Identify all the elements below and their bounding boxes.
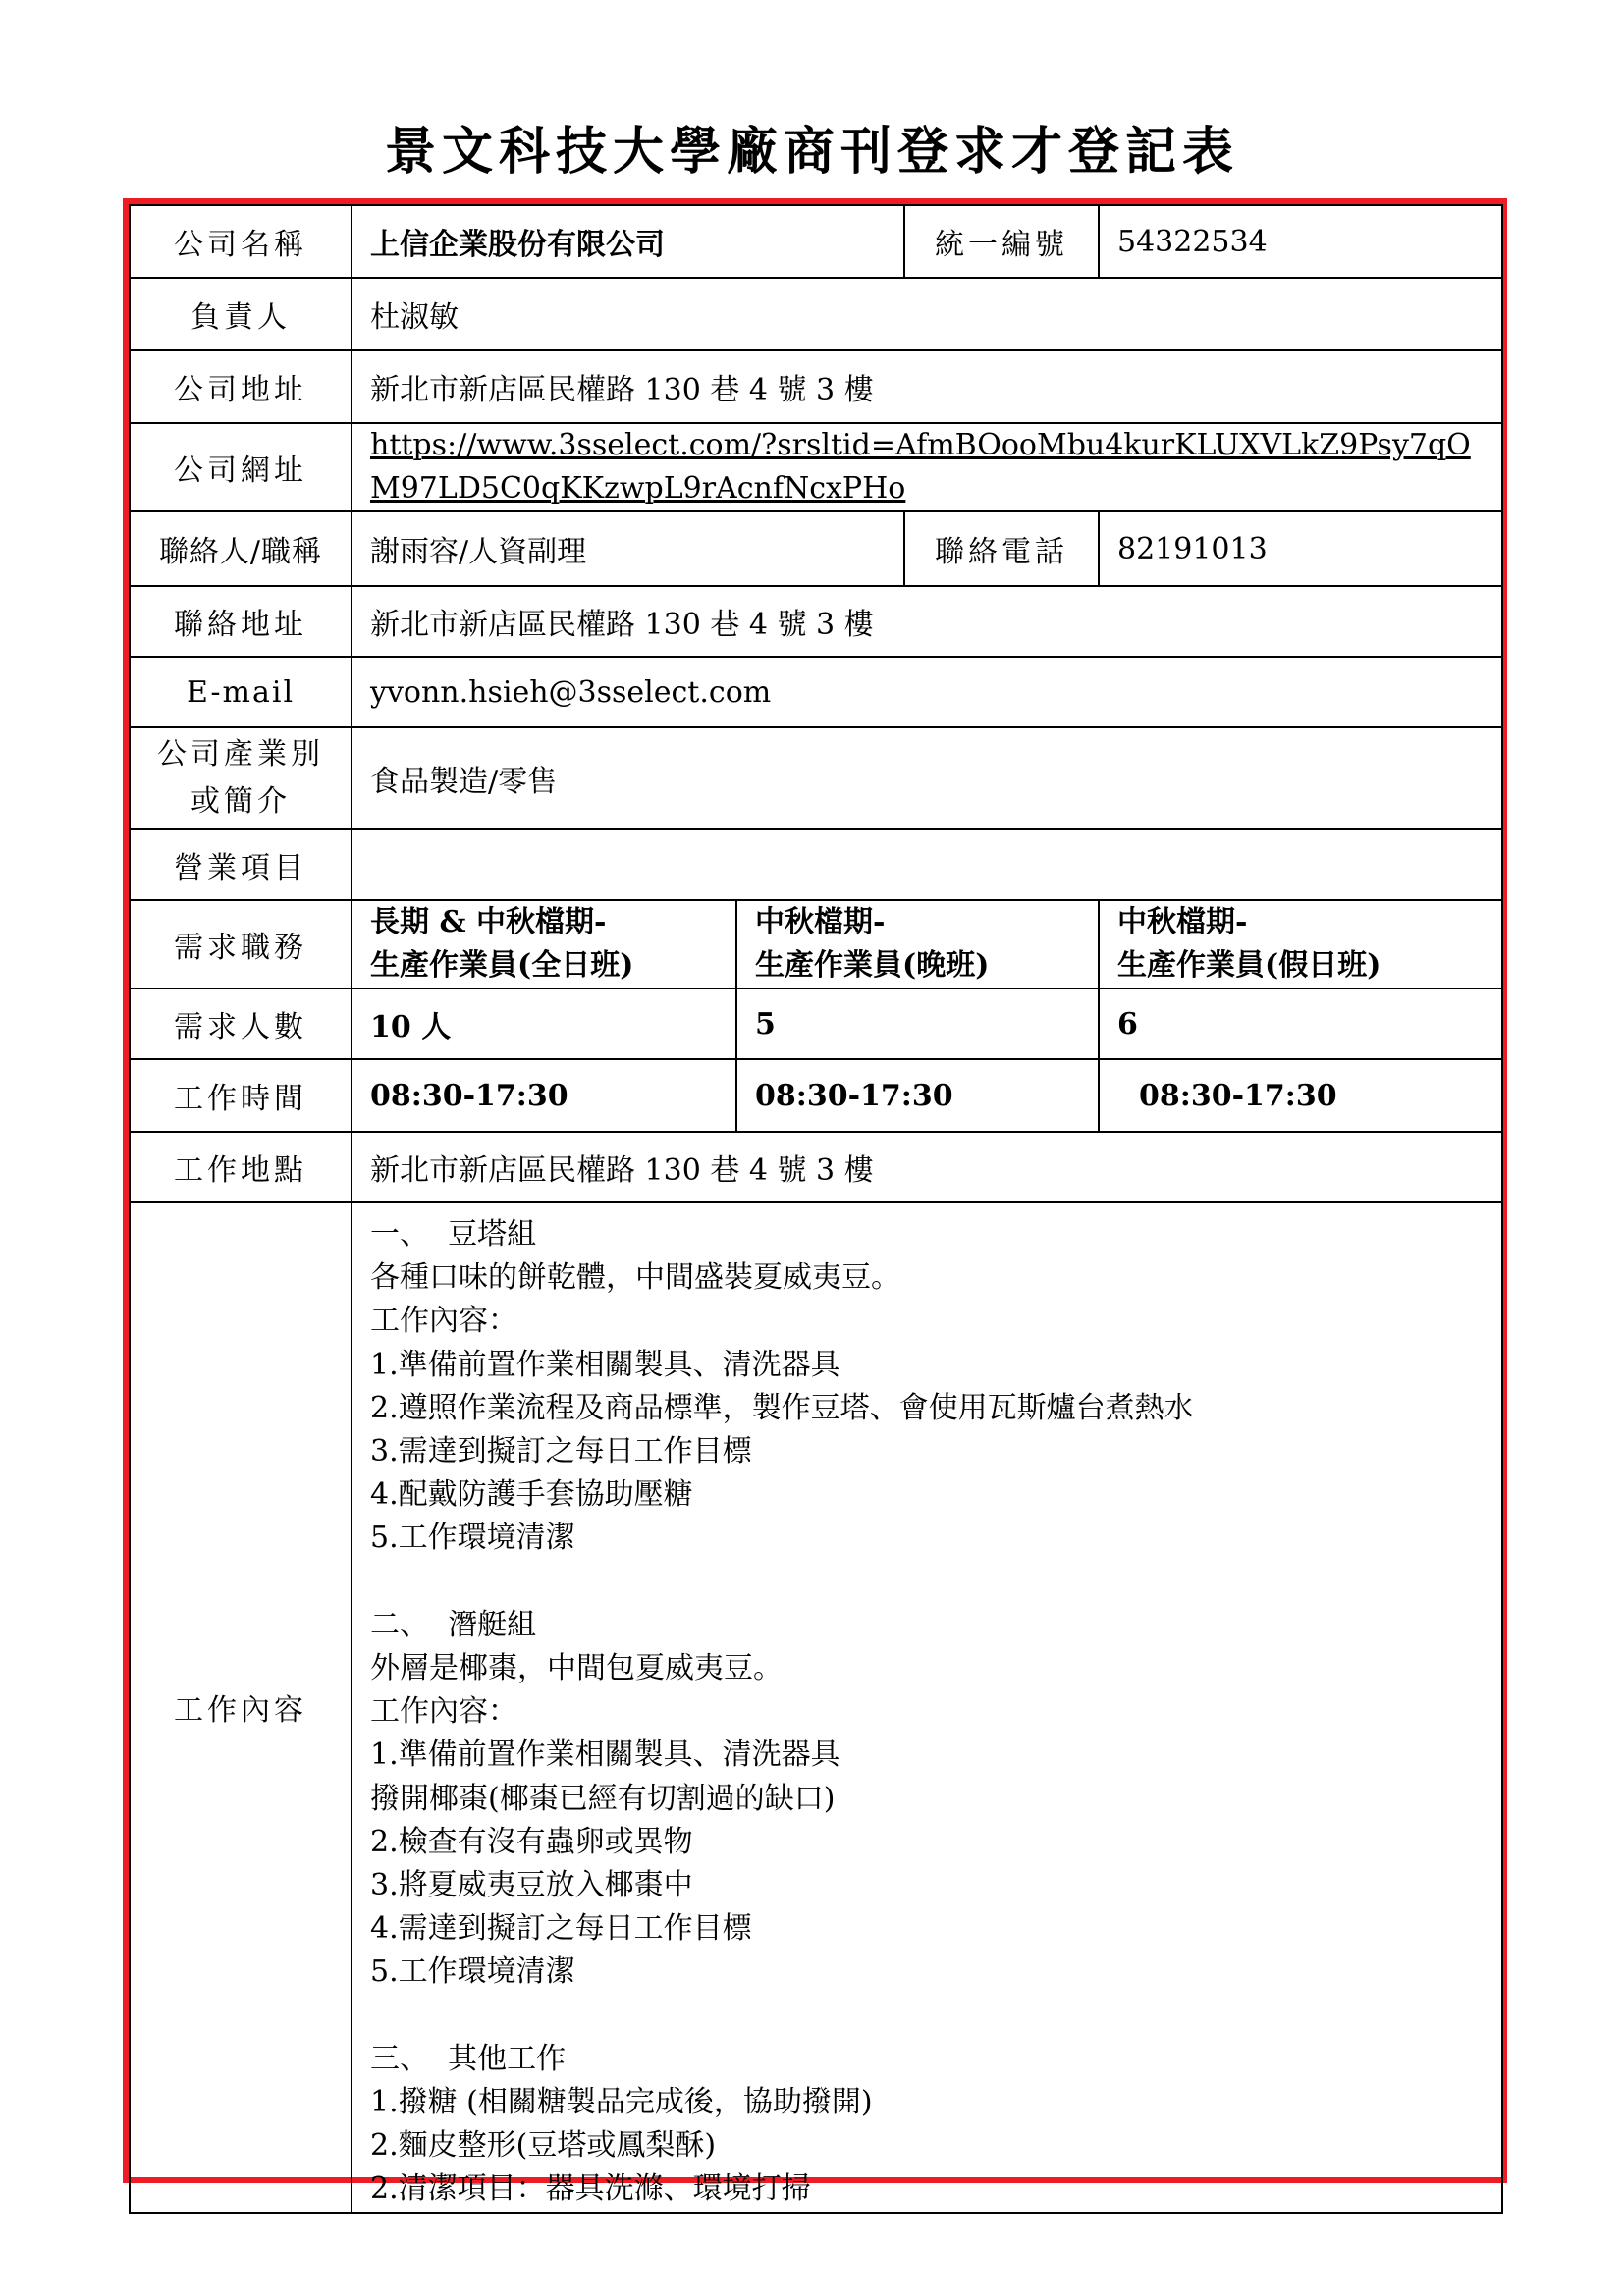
content-line: 2.檢查有沒有蟲卵或異物 xyxy=(370,1824,693,1859)
content-line: 2.清潔項目：器具洗滌、環境打掃 xyxy=(370,2171,811,2207)
page-title: 景文科技大學廠商刊登求才登記表 xyxy=(384,122,1239,182)
job-2-line1: 中秋檔期- xyxy=(755,905,886,939)
content-line: 5.工作環境清潔 xyxy=(370,1521,575,1556)
industry-label-line2: 或簡介 xyxy=(190,784,291,819)
industry-label-line1: 公司產業別 xyxy=(157,737,324,772)
row-website xyxy=(130,423,1502,511)
row-count xyxy=(130,988,1502,1059)
content-line: 5.工作環境清潔 xyxy=(370,1954,575,1990)
contact-label: 聯絡人/職稱 xyxy=(130,511,352,586)
job-3-title xyxy=(1099,900,1502,988)
website-link[interactable]: https://www.3sselect.com/?srsltid=AfmBOooMbu4kurKLUXVLkZ9Psy7qOM97LD5C0qKKzwpL9rAcnfNcxPHo xyxy=(352,423,1502,511)
contact-address-label: 聯絡地址 xyxy=(130,586,352,657)
content-line: 工作內容： xyxy=(370,1304,517,1339)
job-2-title xyxy=(736,900,1099,988)
content-line: 1.準備前置作業相關製具、清洗器具 xyxy=(370,1737,840,1773)
row-company-name xyxy=(130,205,1502,278)
content-line: 一、 豆塔組 xyxy=(370,1217,537,1252)
row-content xyxy=(130,1202,1502,2213)
industry-label xyxy=(130,727,352,829)
content-line xyxy=(370,1561,1484,1604)
location-label: 工作地點 xyxy=(130,1132,352,1202)
row-industry xyxy=(130,727,1502,829)
location-value: 新北市新店區民權路 130 巷 4 號 3 樓 xyxy=(352,1132,1502,1202)
content-line: 3.將夏威夷豆放入椰棗中 xyxy=(370,1868,693,1903)
tax-id-value: 54322534 xyxy=(1099,205,1502,278)
company-name-value: 上信企業股份有限公司 xyxy=(352,205,904,278)
job-1-hours: 08:30-17:30 xyxy=(352,1059,736,1132)
job-3-hours: 08:30-17:30 xyxy=(1099,1059,1502,1132)
job-1-line2: 生產作業員(全日班) xyxy=(370,948,634,983)
row-email xyxy=(130,657,1502,727)
row-jobs xyxy=(130,900,1502,988)
business-label: 營業項目 xyxy=(130,829,352,900)
owner-value: 杜淑敏 xyxy=(352,278,1502,350)
content-line: 1.撥糖 (相關糖製品完成後，協助撥開) xyxy=(370,2085,873,2120)
company-name-label: 公司名稱 xyxy=(130,205,352,278)
address-value: 新北市新店區民權路 130 巷 4 號 3 樓 xyxy=(352,350,1502,423)
website-label: 公司網址 xyxy=(130,423,352,511)
contact-address-value: 新北市新店區民權路 130 巷 4 號 3 樓 xyxy=(352,586,1502,657)
industry-value: 食品製造/零售 xyxy=(352,727,1502,829)
content-line: 外層是椰棗，中間包夏威夷豆。 xyxy=(370,1651,783,1686)
content-label: 工作內容 xyxy=(130,1202,352,2213)
content-value xyxy=(352,1202,1502,2213)
content-lines xyxy=(370,1213,1484,2212)
registration-form-table xyxy=(129,204,1503,2214)
row-business xyxy=(130,829,1502,900)
row-contact xyxy=(130,511,1502,586)
contact-value: 謝雨容/人資副理 xyxy=(352,511,904,586)
owner-label: 負責人 xyxy=(130,278,352,350)
content-line: 2.麵皮整形(豆塔或鳳梨酥) xyxy=(370,2128,717,2163)
tax-id-label: 統一編號 xyxy=(904,205,1099,278)
content-line: 工作內容： xyxy=(370,1694,517,1730)
job-3-count: 6 xyxy=(1099,988,1502,1059)
job-3-line1: 中秋檔期- xyxy=(1117,905,1248,939)
content-line: 三、 其他工作 xyxy=(370,2041,567,2076)
content-line: 二、 潛艇組 xyxy=(370,1607,537,1642)
row-owner xyxy=(130,278,1502,350)
hours-label: 工作時間 xyxy=(130,1059,352,1132)
content-line: 4.需達到擬訂之每日工作目標 xyxy=(370,1911,752,1947)
row-contact-address xyxy=(130,586,1502,657)
content-line: 3.需達到擬訂之每日工作目標 xyxy=(370,1434,752,1469)
business-value xyxy=(352,829,1502,900)
content-line: 撥開椰棗(椰棗已經有切割過的缺口) xyxy=(370,1781,836,1816)
content-line xyxy=(370,1995,1484,2038)
job-2-count: 5 xyxy=(736,988,1099,1059)
job-2-line2: 生產作業員(晚班) xyxy=(755,948,990,983)
job-3-line2: 生產作業員(假日班) xyxy=(1117,948,1381,983)
content-line: 各種口味的餅乾體，中間盛裝夏威夷豆。 xyxy=(370,1260,900,1296)
job-2-hours: 08:30-17:30 xyxy=(736,1059,1099,1132)
phone-value: 82191013 xyxy=(1099,511,1502,586)
row-hours xyxy=(130,1059,1502,1132)
phone-label: 聯絡電話 xyxy=(904,511,1099,586)
email-label: E-mail xyxy=(130,657,352,727)
content-line: 4.配戴防護手套協助壓糖 xyxy=(370,1477,693,1513)
email-value[interactable]: yvonn.hsieh@3sselect.com xyxy=(352,657,1502,727)
job-1-title xyxy=(352,900,736,988)
row-address xyxy=(130,350,1502,423)
content-line: 2.遵照作業流程及商品標準，製作豆塔、會使用瓦斯爐台煮熱水 xyxy=(370,1390,1194,1425)
jobs-label: 需求職務 xyxy=(130,900,352,988)
job-1-line1: 長期 & 中秋檔期- xyxy=(370,905,607,939)
address-label: 公司地址 xyxy=(130,350,352,423)
row-location xyxy=(130,1132,1502,1202)
content-line: 1.準備前置作業相關製具、清洗器具 xyxy=(370,1347,840,1382)
count-label: 需求人數 xyxy=(130,988,352,1059)
job-1-count: 10 人 xyxy=(352,988,736,1059)
